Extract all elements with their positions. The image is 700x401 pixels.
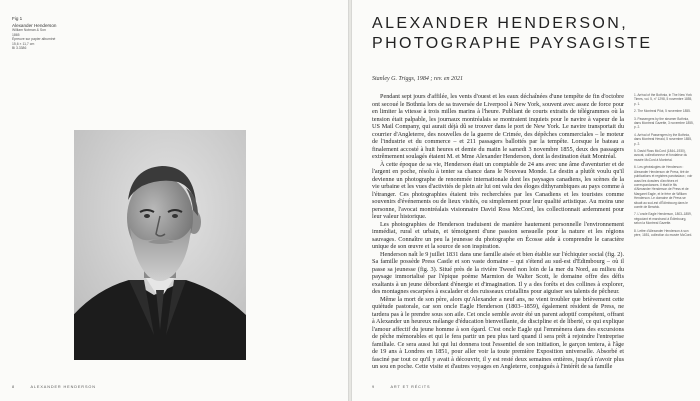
running-head: ALEXANDER HENDERSON xyxy=(30,385,96,389)
left-folio xyxy=(12,385,96,389)
author-line: Stanley G. Triggs, 1984 ; rev. en 2021 xyxy=(372,76,463,82)
paragraph: À cette époque de sa vie, Henderson était un comptable de 24 ans avec une âme d'aventurier et de l'argent en poche, résolu à tenter sa chance dans le Nouveau Monde. Le destin a plutôt voulu qu'il devienne un photographe de renommée internationale dont les paysages canadiens, les scènes de la vie urbaine et les vues d'activités de plein air lui ont valu des éloges dithyrambiques au pays comme à l'étranger. Ces photographies étaient très recherchées par les Canadiens et les touristes comme souvenirs d'événements ou de lieux visités, ou simplement pour leur qualité artistique. Au moins une personne, l'avocat montréalais visionnaire David Ross McCord, les collectionnait ardemment pour leur valeur historique. xyxy=(372,160,624,220)
footnote: 3. Passengers by the steamer Bothnia, dans Montreal Gazette, 3 novembre 1855, p. 2. xyxy=(634,116,694,130)
footnote: 5. David Ross McCord (1844–1930), avocat, collectionneur et fondateur du musée McCord à Montréal. xyxy=(634,149,688,162)
footnote: 1. Arrival of the Bothnia, in The New York Times, vol. 5, n° 1298, 5 novembre 1855, p. 1. xyxy=(634,93,693,106)
caption-line: Épreuve sur papier albuminé xyxy=(12,37,56,42)
footnote: 2. The Montreal Pilot, 5 novembre 1855. xyxy=(634,109,691,114)
footnote: 6. Les généalogies de Henderson : Alexander Henderson de Press, tiré de publications et registres paroissiaux ; voir aussi les dossiers d'archives et correspondances. Il était le fils d'Alexander Henderson de Press et de Margaret Eagle, et le frère de William Henderson. Le domaine de Press se situait au sud-est d'Édimbourg dans le comté de Berwick. xyxy=(634,165,693,209)
portrait-illustration xyxy=(74,130,246,360)
right-page xyxy=(352,0,700,401)
caption-line: 15,6 × 11,7 cm xyxy=(12,41,35,46)
paragraph: Les photographies de Henderson traduisent de manière hautement personnelle l'environnement immédiat, rural et urbain, et témoignent d'une passion sensuelle pour la nature et les régions sauvages. Connaître un peu la jeunesse du photographe en Écosse aide à comprendre le caractère unique de son œuvre et la source de son inspiration. xyxy=(372,220,624,250)
paragraph: Henderson naît le 9 juillet 1831 dans une famille aisée et bien établie sur l'échiquier social (fig. 2). Sa famille possède Press Castle et son vaste domaine – qui s'étend au sud-est d'Édimbourg – où il passe sa jeunesse (fig. 3). Situé près de la rivière Tweed non loin de la mer du Nord, au milieu du paysage immortalisé par l'épique poème Marmion de Walter Scott, le domaine offre des défis exaltants à un jeune débordant d'énergie et d'imagination. Il y a des forêts et des collines à explorer, des montagnes escarpées à escalader et des ruisseaux cristallins pour aiguiser ses talents de pêcheur. xyxy=(372,250,624,295)
running-head: ART ET RÉCITS xyxy=(390,385,431,389)
page-number: 8 xyxy=(12,385,16,389)
footnote: 7. L'oncle Eagle Henderson, 1803–1859, négociant et marchand à Édimbourg, selon la Montreal Gazette. xyxy=(634,212,692,226)
footnote: 8. Lettre d'Alexander Henderson à son père, 1851, collection du musée McCord. xyxy=(634,228,693,237)
footnote: 4. Arrival of Passengers by the Bothnia, dans Montreal Herald, 5 novembre 1855, p. 2. xyxy=(634,132,692,146)
paragraph: Pendant sept jours d'affilée, les vents d'ouest et les eaux déchaînées d'une tempête de fin d'octobre ont secoué le Bothnia lors de sa traversée de Liverpool à New York, souvent avec assez de force pour en limiter la vitesse à trois milles marins à l'heure. Publiant de courts extraits de télégrammes où la tension était palpable, les journaux montréalais se montraient inquiets pour le navire à vapeur de la US Mail Company, qui aurait déjà dû se trouver dans le port de New York. Le navire transportait du courrier d'Angleterre, des nouvelles de la guerre de Crimée, des dépêches commerciales – le moteur de l'industrie et du commerce – et 211 passagers ballottés par la tempête. Lorsque le bateau a finalement accosté à huit heures et demie du matin le samedi 3 novembre 1855, deux des passagers extrêmement soulagés étaient M. et Mme Alexander Henderson, dont la destination était Montréal. xyxy=(372,93,624,160)
paragraph: Même la mort de son père, alors qu'Alexander a neuf ans, ne vient troubler que brièvement cette quiétude pastorale, car son oncle Eagle Henderson (1803–1859), également résident de Press, ne tardera pas à le prendre sous son aile. Cet oncle semble avoir été un parent adoptif compétent, offrant à Alexander un heureux mélange d'éducation bienveillante, de discipline et de liberté, ce qui explique l'amour affectif du jeune homme à son égard. C'est oncle Eagle qui l'emmènera dans des excursions de pêche mémorables et qui le fera partir un peu plus tard quand il sera prêt à rejoindre l'entreprise familiale. Ce sera aussi lui qui lui donnera tout l'essentiel de son initiation, le garçon tentera, à l'âge de 19 ans à Londres en 1851, pour aller voir la toute première Exposition universelle. Absorbé et fasciné par tout ce qu'il y avait à découvrir, il y est resté deux semaines entières, jusqu'à n'avoir plus un sou en poche. Cette visite et d'autres voyages en Angleterre, conjugués à l'intérêt de sa famille xyxy=(372,295,624,370)
figure-number: Fig 1 xyxy=(12,16,23,21)
footnotes xyxy=(634,93,694,240)
page-number: 9 xyxy=(372,385,376,389)
body-text xyxy=(372,93,624,371)
chapter-title-line-1: ALEXANDER HENDERSON, xyxy=(372,15,629,32)
caption-line: William Notman & Son xyxy=(12,28,46,32)
caption-line: Bi 3.3386 xyxy=(12,46,27,51)
caption-title: Alexander Henderson xyxy=(12,23,57,28)
left-page xyxy=(0,0,348,401)
portrait-photograph xyxy=(74,130,246,360)
photo-caption xyxy=(12,16,72,51)
chapter-title xyxy=(372,14,692,54)
right-folio xyxy=(372,385,430,389)
chapter-title-line-2: PHOTOGRAPHE PAYSAGISTE xyxy=(372,35,653,52)
caption-line: 1865 xyxy=(12,32,20,37)
